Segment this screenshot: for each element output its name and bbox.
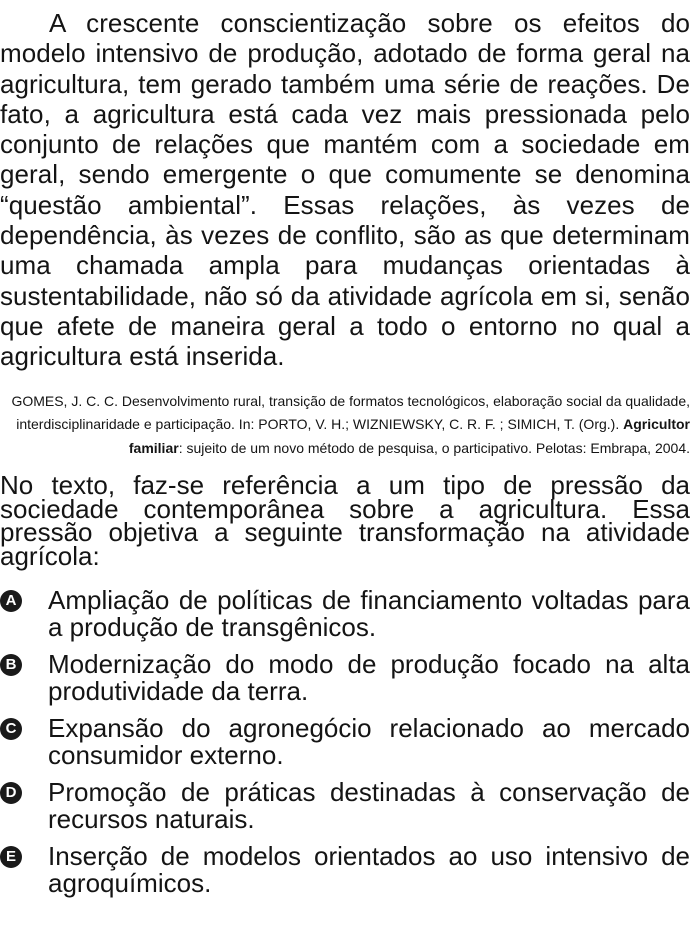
option-e-letter-badge: E — [0, 846, 22, 868]
question-stem: No texto, faz-se referência a um tipo de pressão da sociedade contemporânea sobre a agricultura. Essa pressão objetiva a seguinte transformação na atividade agrícola: — [0, 470, 690, 571]
option-d[interactable] — [0, 779, 690, 833]
citation-lead: GOMES, J. C. C. Desenvolvimento rural, transição de formatos tecnológicos, elaboração social da qualidade, interdisciplinaridade e participação. In: PORTO, V. H.; WIZNIEWSKY, C. R. F. ; SIMICH, T. (Org.). — [11, 392, 690, 433]
citation-book-title: Agricultor familiar — [128, 416, 690, 456]
citation-tail: : sujeito de um novo método de pesquisa, o participativo. Pelotas: Embrapa, 2004. — [178, 439, 690, 456]
option-d-letter-badge: D — [0, 782, 22, 804]
option-c-letter-badge: C — [0, 718, 22, 740]
option-e[interactable] — [0, 843, 690, 897]
option-b-letter-badge: B — [0, 654, 22, 676]
citation — [0, 390, 690, 461]
option-a[interactable] — [0, 587, 690, 641]
passage-text: A crescente conscientização sobre os efeitos do modelo intensivo de produção, adotado de forma geral na agricultura, tem gerado também uma série de reações. De fato, a agricultura está cada vez mais pressionada pelo conjunto de relações que mantém com a sociedade em geral, sendo emergente o que comumente se denomina “questão ambiental”. Essas relações, às vezes de dependência, às vezes de conflito, são as que determinam uma chamada ampla para mudanças orientadas à sustentabilidade, não só da atividade agrícola em si, senão que afete de maneira geral a todo o entorno no qual a agricultura está inserida. — [0, 8, 690, 372]
option-b[interactable] — [0, 651, 690, 705]
option-a-text: Ampliação de políticas de financiamento voltadas para a produção de transgênicos. — [48, 585, 690, 643]
option-a-letter-badge: A — [0, 590, 22, 612]
option-c[interactable] — [0, 715, 690, 769]
option-e-text: Inserção de modelos orientados ao uso intensivo de agroquímicos. — [48, 841, 690, 899]
answer-options — [0, 587, 690, 897]
option-c-text: Expansão do agronegócio relacionado ao mercado consumidor externo. — [48, 713, 690, 771]
option-d-text: Promoção de práticas destinadas à conservação de recursos naturais. — [48, 777, 690, 835]
option-b-text: Modernização do modo de produção focado na alta produtividade da terra. — [48, 649, 690, 707]
exam-question-page — [0, 8, 690, 907]
